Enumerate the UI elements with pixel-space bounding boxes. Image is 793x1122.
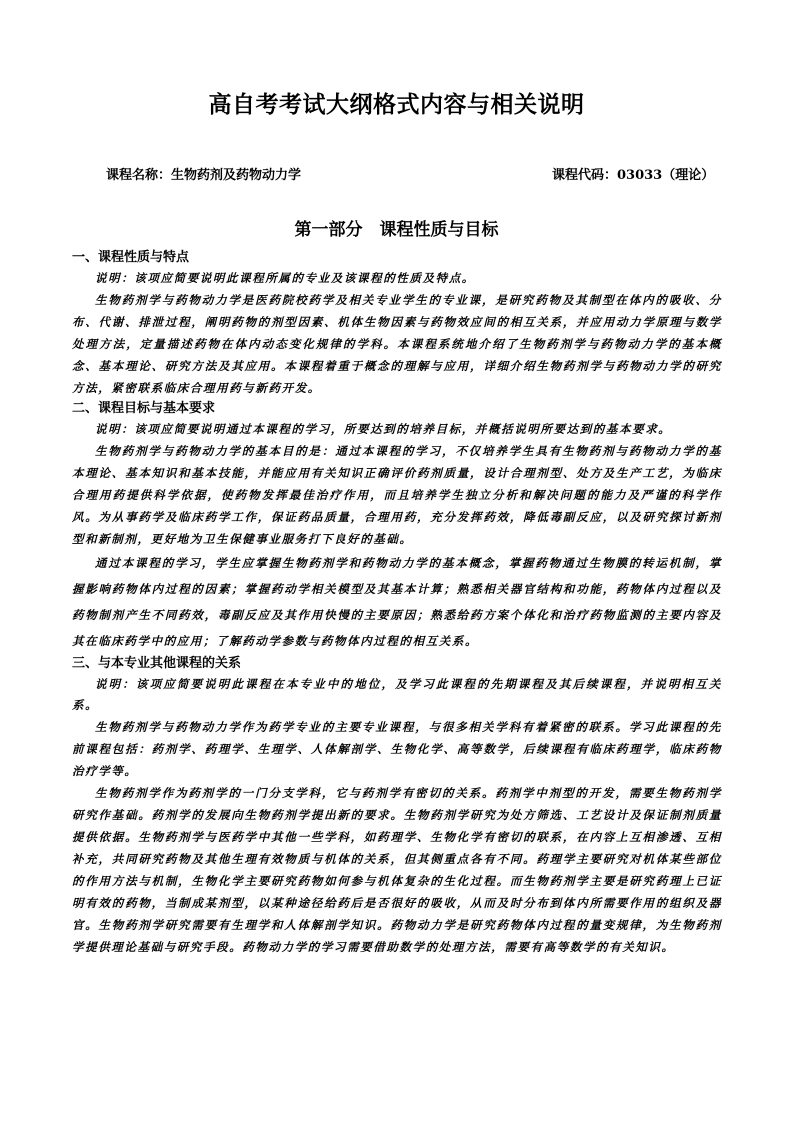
section-heading: 三、与本专业其他课程的关系 (72, 656, 242, 671)
section-course-goals (72, 399, 722, 654)
section-note: 说明：该项应简要说明此课程在本专业中的地位，及学习此课程的先期课程及其后续课程，并说明相互关系。 (72, 677, 722, 712)
section-paragraph: 生物药剂学与药物动力学是医药院校药学及相关专业学生的专业课，是研究药物及其制型在体内的吸收、分布、代谢、排泄过程，阐明药物的剂型因素、机体生物因素与药物效应间的相互关系，并应用动力学原理与数学处理方法，定量描述药物在体内动态变化规律的学科。本课程系统地介绍了生物药剂学与药物动力学的基本概念、基本理论、研究方法及其应用。本课程着重于概念的理解与应用，详细介绍生物药剂学与药物动力学的研究方法，紧密联系临床合理用药与新药开发。 (72, 293, 722, 395)
section-paragraph: 生物药剂学与药物动力学作为药学专业的主要专业课程，与很多相关学科有着紧密的联系。学习此课程的先前课程包括：药剂学、药理学、生理学、人体解剖学、生物化学、高等数学，后续课程有临床药理学，临床药物治疗学等。 (72, 720, 722, 778)
course-code: 课程代码：03033（理论） (552, 168, 715, 183)
part-title: 第一部分 课程性质与目标 (294, 220, 499, 240)
section-note: 说明：该项应简要说明通过本课程的学习，所要达到的培养目标，并概括说明所要达到的基本要求。 (95, 422, 672, 436)
section-paragraph: 通过本课程的学习，学生应掌握生物药剂学和药物动力学的基本概念，掌握药物通过生物膜的转运机制，掌握影响药物体内过程的因素；掌握药动学相关模型及其基本计算；熟悉相关器官结构和功能，药物体内过程以及药物制剂产生不同药效，毒副反应及其作用快慢的主要原因；熟悉给药方案个体化和治疗药物监测的主要内容及其在临床药学中的应用；了解药动学参数与药物体内过程的相互关系。 (72, 556, 722, 648)
document-body (72, 248, 722, 958)
section-course-nature (72, 248, 722, 399)
course-name: 课程名称：生物药剂及药物动力学 (106, 168, 302, 183)
document-title: 高自考考试大纲格式内容与相关说明 (208, 92, 585, 118)
section-course-relations (72, 654, 722, 958)
section-heading: 一、课程性质与特点 (72, 250, 190, 265)
section-paragraph: 生物药剂学与药物动力学的基本目的是：通过本课程的学习，不仅培养学生具有生物药剂与药物动力学的基本理论、基本知识和基本技能，并能应用有关知识正确评价药剂质量，设计合理剂型、处方及生产工艺，为临床合理用药提供科学依据，使药物发挥最佳治疗作用，而且培养学生独立分析和解决问题的能力及严谨的科学作风。为从事药学及临床药学工作，保证药品质量，合理用药，充分发挥药效，降低毒副反应，以及研究探讨新剂型和新制剂，更好地为卫生保健事业服务打下良好的基础。 (72, 444, 722, 546)
section-heading: 二、课程目标与基本要求 (72, 401, 216, 416)
section-paragraph: 生物药剂学作为药剂学的一门分支学科，它与药剂学有密切的关系。药剂学中剂型的开发，需要生物药剂学研究作基础。药剂学的发展向生物药剂学提出新的要求。生物药剂学研究为处方筛选、工艺设计及保证制剂质量提供依据。生物药剂学与医药学中其他一些学科，如药理学、生物化学有密切的联系，在内容上互相渗透、互相补充，共同研究药物及其他生理有效物质与机体的关系，但其侧重点各有不同。药理学主要研究对机体某些部位的作用方法与机制，生物化学主要研究药物如何参与机体复杂的生化过程。而生物药剂学主要是研究药理上已证明有效的药物，当制成某剂型，以某种途径给药后是否很好的吸收，从而及时分布到体内所需要作用的组织及器官。生物药剂学研究需要有生理学和人体解剖学知识。药物动力学是研究药物体内过程的量变规律，为生物药剂学提供理论基础与研究手段。药物动力学的学习需要借助数学的处理方法，需要有高等数学的有关知识。 (72, 786, 722, 954)
section-note: 说明：该项应简要说明此课程所属的专业及该课程的性质及特点。 (95, 271, 475, 285)
